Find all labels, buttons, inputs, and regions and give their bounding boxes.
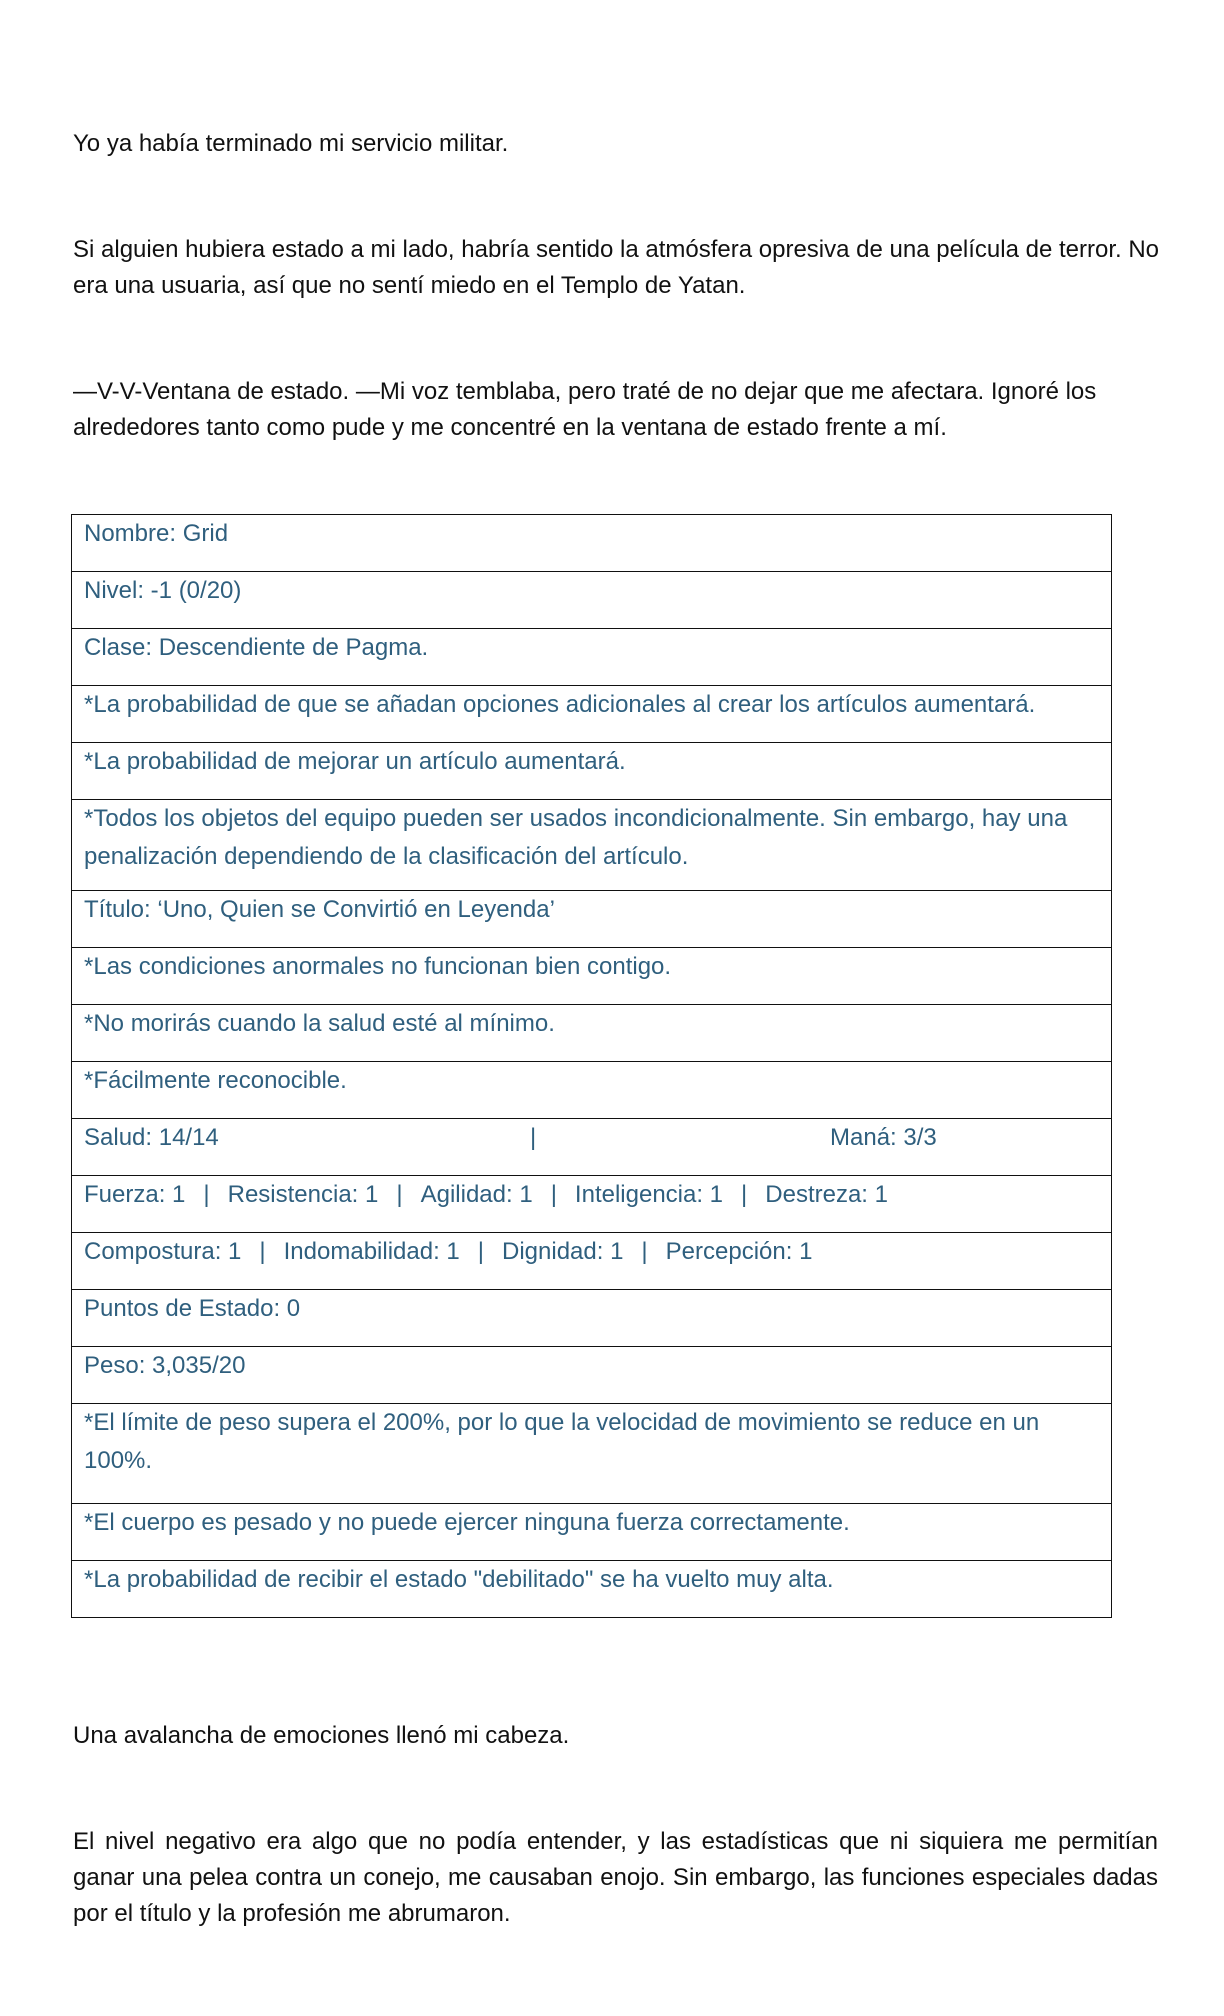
paragraph-1: Yo ya había terminado mi servicio militar. — [73, 130, 509, 157]
separator: | — [550, 1181, 557, 1208]
status-title: Título: ‘Uno, Quien se Convirtió en Leyenda’ — [72, 891, 1112, 948]
separator: | — [530, 1124, 537, 1151]
stat-dexterity: Destreza: 1 — [765, 1181, 888, 1208]
class-effect-2: *La probabilidad de mejorar un artículo aumentará. — [72, 743, 1112, 800]
status-weight: Peso: 3,035/20 — [72, 1347, 1112, 1404]
stat-dignity: Dignidad: 1 — [502, 1238, 624, 1265]
separator: | — [741, 1181, 748, 1208]
weight-effect-3: *La probabilidad de recibir el estado "debilitado" se ha vuelto muy alta. — [72, 1561, 1112, 1618]
health-mana-row — [72, 1119, 1112, 1176]
weight-effect-1: *El límite de peso supera el 200%, por lo que la velocidad de movimiento se reduce en un 100%. — [72, 1404, 1112, 1504]
stats-row-2 — [72, 1233, 1112, 1290]
separator: | — [641, 1238, 648, 1265]
health-value: Salud: 14/14 — [84, 1124, 219, 1151]
stat-strength: Fuerza: 1 — [84, 1181, 186, 1208]
paragraph-4: Una avalancha de emociones llenó mi cabeza. — [73, 1722, 570, 1749]
status-window-table — [71, 514, 1112, 1618]
stats-row-1 — [72, 1176, 1112, 1233]
status-level: Nivel: -1 (0/20) — [72, 572, 1112, 629]
status-class: Clase: Descendiente de Pagma. — [72, 629, 1112, 686]
title-effect-2: *No morirás cuando la salud esté al mínimo. — [72, 1005, 1112, 1062]
status-points: Puntos de Estado: 0 — [72, 1290, 1112, 1347]
weight-effect-2: *El cuerpo es pesado y no puede ejercer ninguna fuerza correctamente. — [72, 1504, 1112, 1561]
stat-resistance: Resistencia: 1 — [227, 1181, 379, 1208]
stat-agility: Agilidad: 1 — [420, 1181, 533, 1208]
status-name: Nombre: Grid — [72, 515, 1112, 572]
paragraph-2: Si alguien hubiera estado a mi lado, habría sentido la atmósfera opresiva de una película de terror. No era una usuaria, así que no sentí miedo en el Templo de Yatan. — [73, 236, 1159, 299]
separator: | — [396, 1181, 403, 1208]
stat-perception: Percepción: 1 — [665, 1238, 813, 1265]
separator: | — [203, 1181, 210, 1208]
separator: | — [477, 1238, 484, 1265]
stat-intelligence: Inteligencia: 1 — [574, 1181, 724, 1208]
paragraph-3: —V-V-Ventana de estado. —Mi voz temblaba, pero traté de no dejar que me afectara. Ignoré los alrededores tanto como pude y me concentré en la ventana de estado frente a mí. — [73, 378, 1097, 441]
stat-indomitability: Indomabilidad: 1 — [283, 1238, 460, 1265]
mana-value: Maná: 3/3 — [830, 1124, 937, 1151]
stat-composure: Compostura: 1 — [84, 1238, 242, 1265]
separator: | — [259, 1238, 266, 1265]
title-effect-1: *Las condiciones anormales no funcionan bien contigo. — [72, 948, 1112, 1005]
paragraph-5: El nivel negativo era algo que no podía entender, y las estadísticas que ni siquiera me permitían ganar una pelea contra un conejo, me causaban enojo. Sin embargo, las funciones especiales dadas por el título y la profesión me abrumaron. — [73, 1828, 1158, 1927]
title-effect-3: *Fácilmente reconocible. — [72, 1062, 1112, 1119]
class-effect-1: *La probabilidad de que se añadan opciones adicionales al crear los artículos aumentará. — [72, 686, 1112, 743]
class-effect-3: *Todos los objetos del equipo pueden ser usados incondicionalmente. Sin embargo, hay una penalización dependiendo de la clasificación del artículo. — [72, 800, 1112, 891]
